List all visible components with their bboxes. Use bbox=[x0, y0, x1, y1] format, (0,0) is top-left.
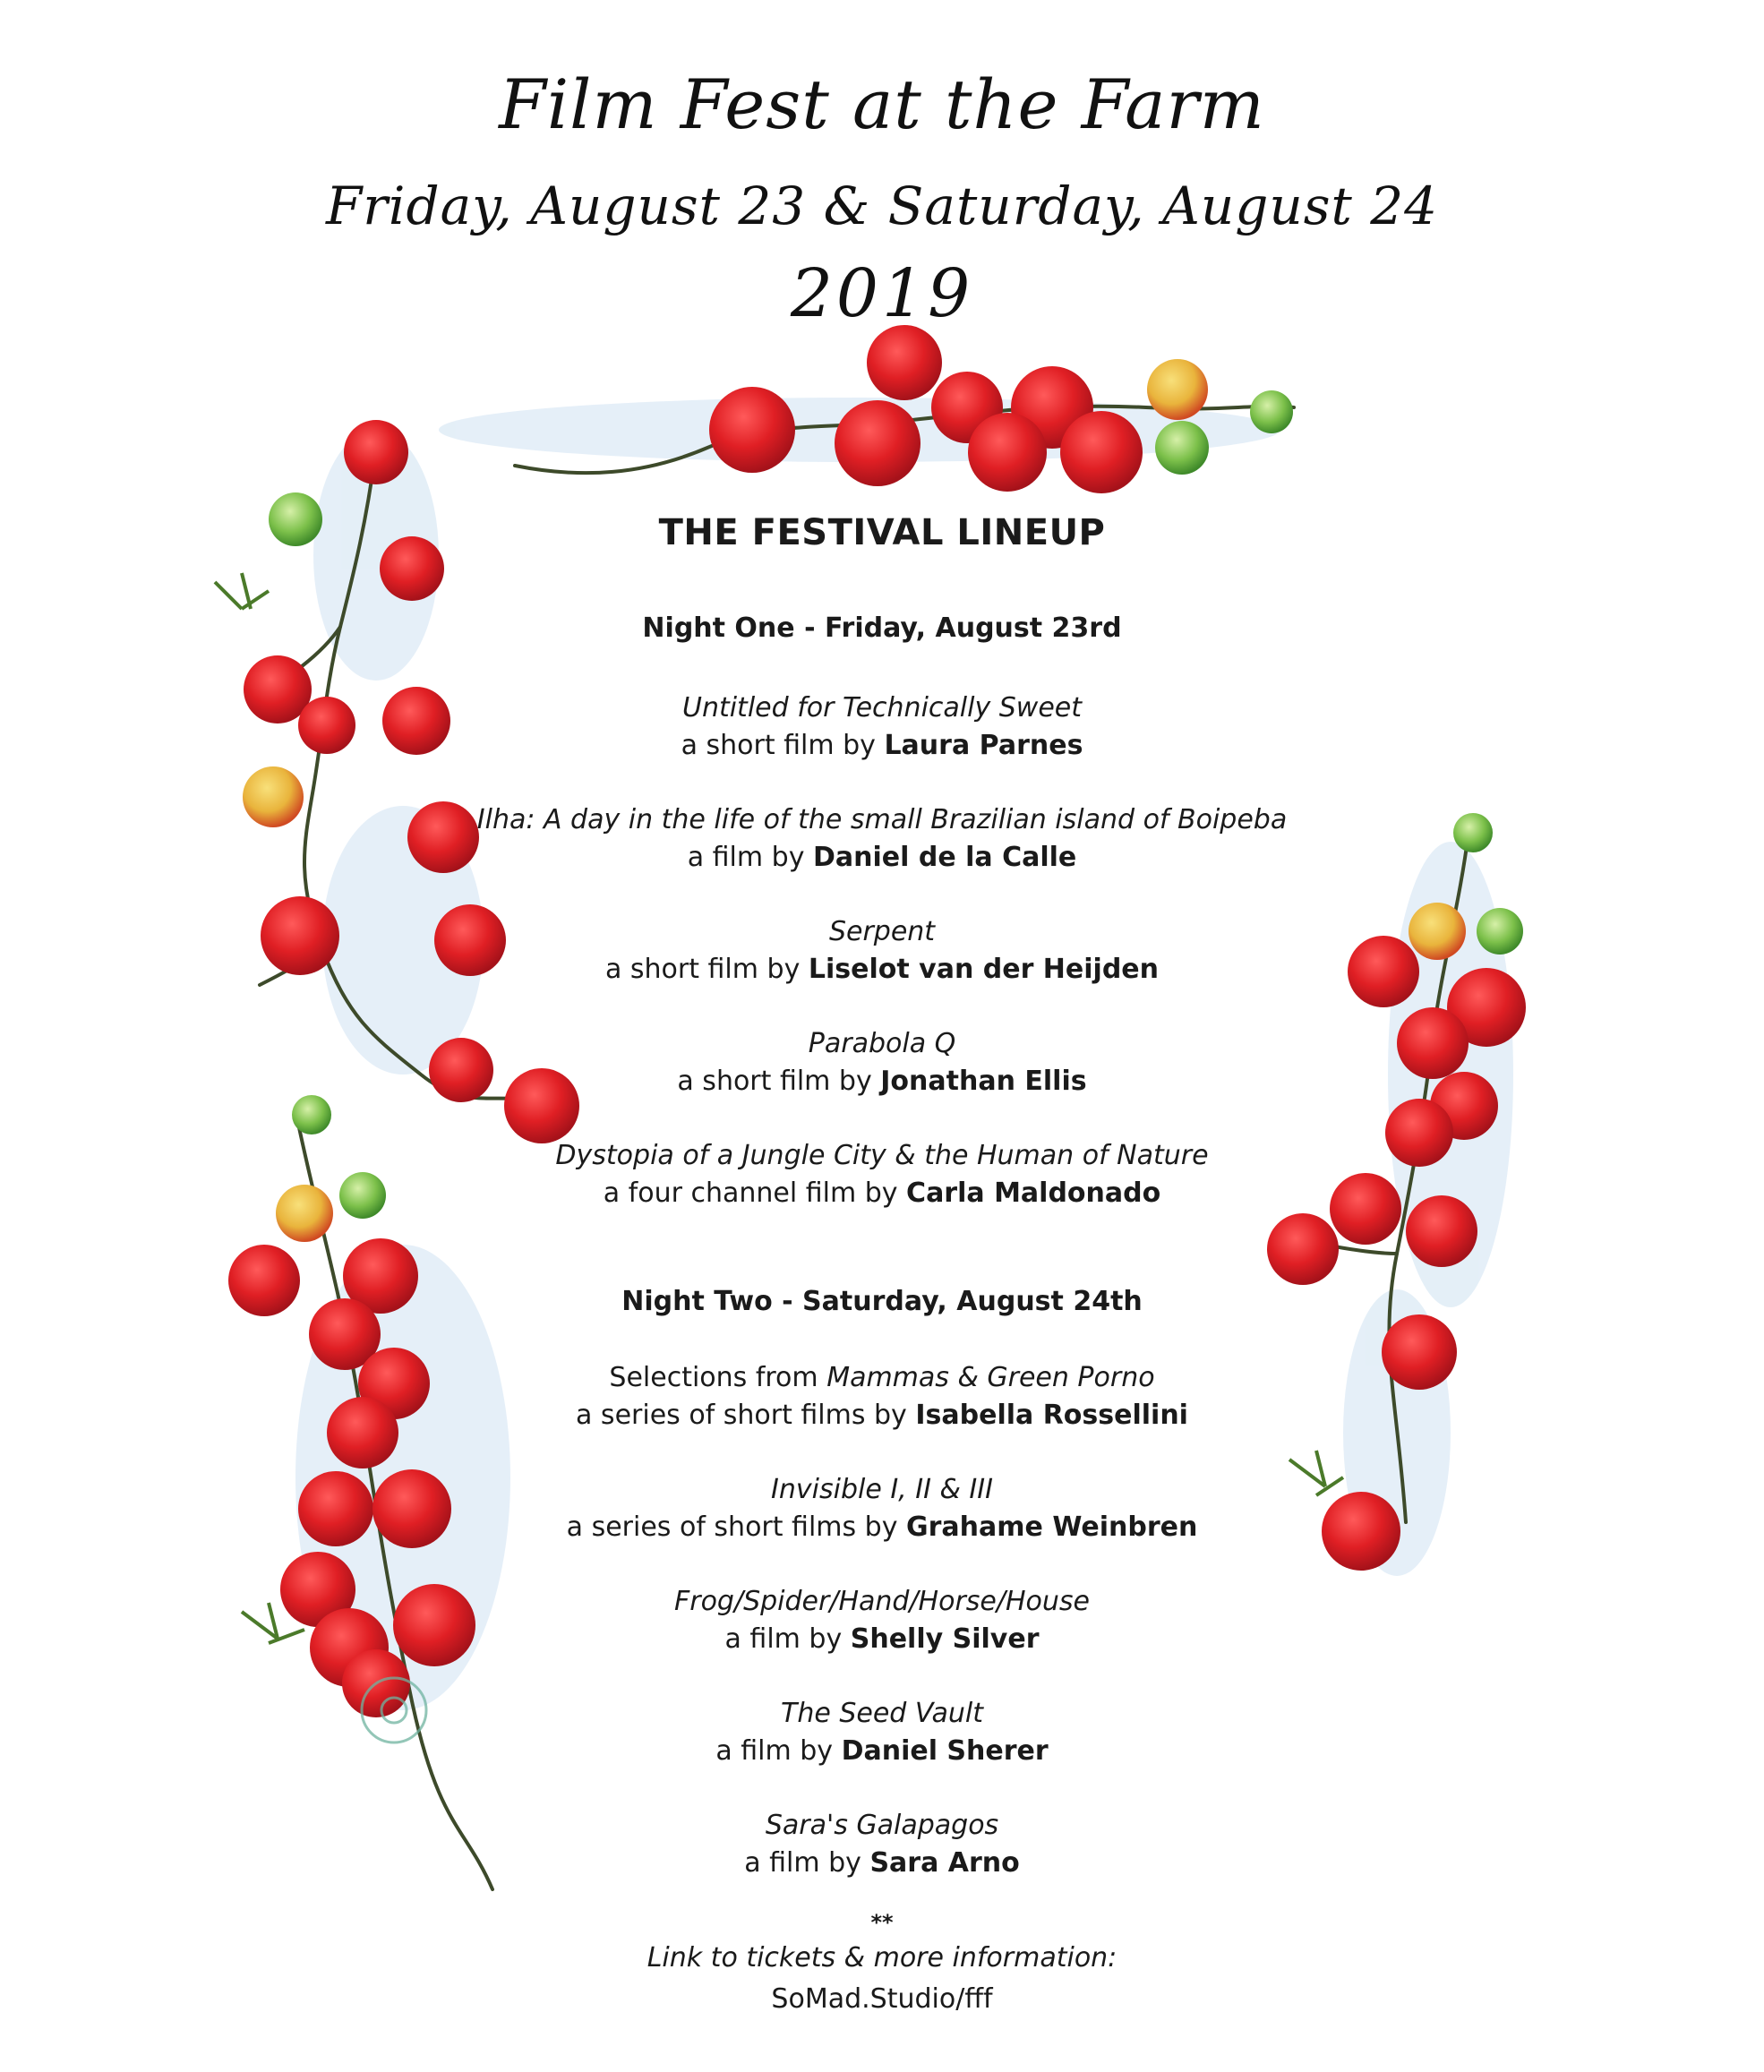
film-title: Parabola Q bbox=[808, 1028, 956, 1059]
footer-separator: ** bbox=[870, 1910, 894, 1935]
film-artist: Laura Parnes bbox=[884, 730, 1083, 761]
film-credit: a short film by bbox=[681, 730, 885, 761]
night-two-entry bbox=[434, 1695, 1330, 1770]
night-two-entry bbox=[434, 1807, 1330, 1882]
film-credit: a film by bbox=[724, 1623, 851, 1655]
night-two-entry bbox=[434, 1583, 1330, 1658]
night-two-entry bbox=[434, 1359, 1330, 1434]
film-title: Mammas & Green Porno bbox=[826, 1362, 1155, 1393]
film-title: Sara's Galapagos bbox=[765, 1810, 999, 1841]
film-artist: Jonathan Ellis bbox=[880, 1066, 1087, 1097]
night-two-entry bbox=[434, 1471, 1330, 1546]
film-credit: a series of short films by bbox=[566, 1511, 907, 1543]
film-title: Serpent bbox=[828, 916, 936, 947]
night-one-entry bbox=[434, 1137, 1330, 1212]
film-credit: a short film by bbox=[677, 1066, 881, 1097]
film-credit: a short film by bbox=[604, 954, 809, 985]
festival-title: Film Fest at the Farm bbox=[499, 64, 1265, 144]
ticket-link-label: Link to tickets & more information: bbox=[647, 1942, 1117, 1974]
film-credit: a film by bbox=[715, 1735, 842, 1767]
ticket-link-url[interactable]: SoMad.Studio/fff bbox=[771, 1983, 993, 2015]
film-title: Ilha: A day in the life of the small Brazilian island of Boipeba bbox=[476, 804, 1288, 835]
night-one-entry bbox=[434, 913, 1330, 989]
film-title: Untitled for Technically Sweet bbox=[681, 692, 1082, 723]
footer bbox=[434, 1907, 1330, 2020]
night-two-heading: Night Two - Saturday, August 24th bbox=[621, 1286, 1143, 1317]
film-artist: Daniel Sherer bbox=[841, 1735, 1049, 1767]
film-credit: a series of short films by bbox=[576, 1400, 916, 1431]
film-credit: a four channel film by bbox=[603, 1177, 907, 1209]
night-one-entry bbox=[434, 801, 1330, 877]
film-credit: a film by bbox=[744, 1847, 870, 1879]
film-artist: Shelly Silver bbox=[850, 1623, 1040, 1655]
film-artist: Carla Maldonado bbox=[906, 1177, 1161, 1209]
film-title: Frog/Spider/Hand/Horse/House bbox=[673, 1586, 1091, 1617]
night-one-entry bbox=[434, 1025, 1330, 1100]
lineup-heading: THE FESTIVAL LINEUP bbox=[658, 512, 1106, 553]
film-artist: Daniel de la Calle bbox=[812, 842, 1077, 873]
festival-year: 2019 bbox=[790, 255, 974, 332]
night-one-entry bbox=[434, 689, 1330, 765]
film-title: Dystopia of a Jungle City & the Human of Nature bbox=[555, 1140, 1209, 1171]
film-title: The Seed Vault bbox=[781, 1698, 983, 1729]
film-credit: a film by bbox=[687, 842, 813, 873]
night-one-heading: Night One - Friday, August 23rd bbox=[642, 612, 1122, 644]
festival-dates: Friday, August 23 & Saturday, August 24 bbox=[325, 176, 1439, 236]
film-prefix: Selections from bbox=[609, 1362, 827, 1393]
film-artist: Isabella Rossellini bbox=[915, 1400, 1188, 1431]
film-artist: Liselot van der Heijden bbox=[808, 954, 1160, 985]
film-title: Invisible I, II & III bbox=[771, 1474, 993, 1505]
film-artist: Sara Arno bbox=[869, 1847, 1020, 1879]
film-artist: Grahame Weinbren bbox=[906, 1511, 1198, 1543]
